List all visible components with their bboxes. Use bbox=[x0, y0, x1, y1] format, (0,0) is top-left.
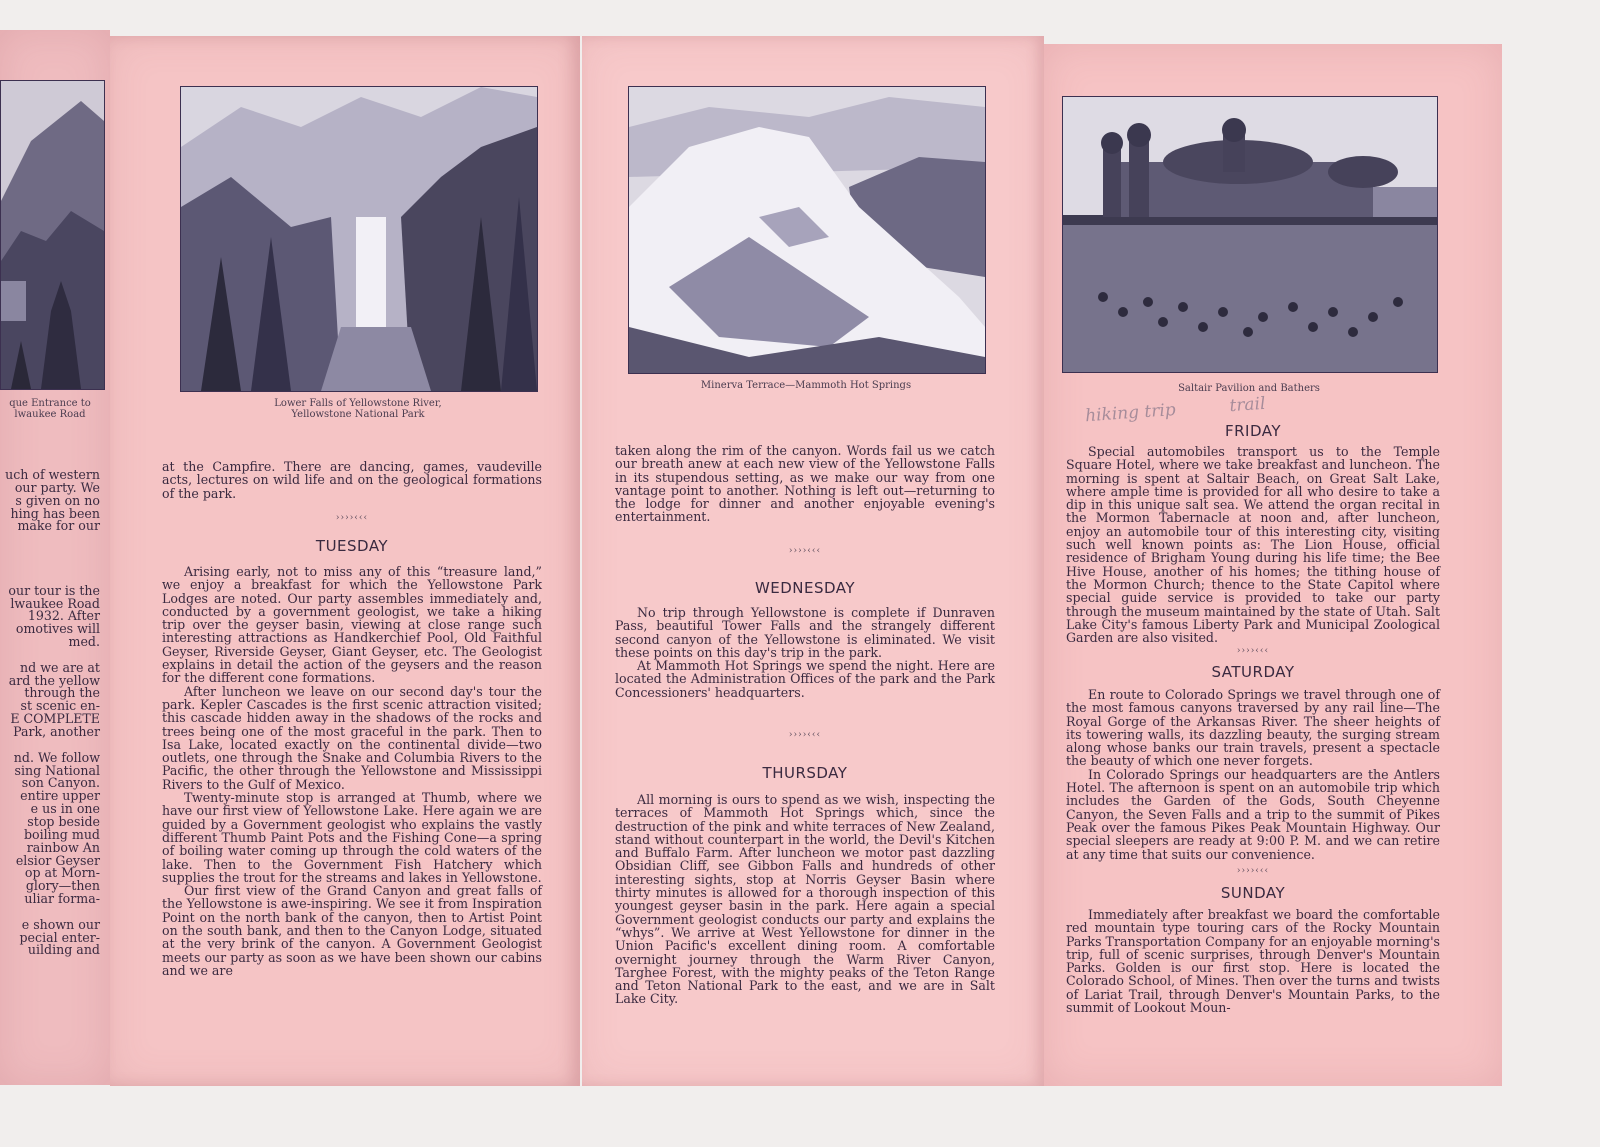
section-heading-thursday: THURSDAY bbox=[762, 764, 848, 782]
tuesday-text bbox=[162, 565, 542, 977]
partial-text-line: e us in one bbox=[30, 801, 100, 817]
photo-caption-left: que Entrance to lwaukee Road bbox=[9, 398, 91, 420]
section-heading-wednesday: WEDNESDAY bbox=[754, 579, 856, 597]
partial-text-line: lwaukee Road bbox=[10, 595, 100, 611]
partial-text-line: elsior Geyser bbox=[15, 852, 100, 868]
paragraph: Arising early, not to miss any of this “treasure land,” we enjoy a breakfast for which the Yellowstone Park Lodges are noted. Our party assembles immediately and, conducted by a government geologist, we take a hiking trip over the geyser basin, viewing at close range such interesting attractions as Handkerchief Pool, Old Faithful Geyser, Riverside Geyser, Giant Geyser, etc. The Geologist explains in detail the action of the geysers and the reason for the different cone formations. bbox=[162, 564, 542, 686]
saturday-text bbox=[1066, 688, 1440, 861]
paragraph: Immediately after breakfast we board the comfortable red mountain type touring cars of the Rocky Mountain Parks Transportation Company for an enjoyable morning's trip, full of scenic surprises, through Denver's Mountain Parks. Golden is our first stop. Here is located the Colorado School, of Mines. Then over the turns and twists of Lariat Trail, through Denver's Mountain Parks, to the summit of Lookout Moun- bbox=[1066, 907, 1440, 1016]
partial-text-line: med. bbox=[68, 634, 100, 650]
saltair-pavilion-photo bbox=[1062, 96, 1438, 373]
partial-text-line: hing has been bbox=[10, 505, 100, 521]
sunday-text bbox=[1066, 908, 1440, 1014]
partial-text-line: s given on no bbox=[15, 492, 100, 508]
photo-caption: Minerva Terrace—Mammoth Hot Springs bbox=[700, 380, 912, 391]
partial-text-line: entire upper bbox=[20, 788, 100, 804]
photo-caption: Lower Falls of Yellowstone River, Yellowstone National Park bbox=[274, 398, 442, 420]
paragraph: All morning is ours to spend as we wish, inspecting the terraces of Mammoth Hot Springs which, since the destruction of the pink and white terraces of New Zealand, stand without counterpart in the world, the Devil's Kitchen and Buffalo Farm. After luncheon we motor past dazzling Obsidian Cliff, see Gibbon Falls and hundreds of other interesting sights, stop at Norris Geyser Basin where thirty minutes is allowed for a thorough inspection of this youngest geyser basin in the park. Here again a special Government geologist conducts our party and explains the “whys”. We arrive at West Yellowstone for dinner in the Union Pacific's excellent dining room. A comfortable overnight journey through the Warm River Canyon, Targhee Forest, with the mighty peaks of the Teton Range and Teton National Park to the east, and we are in Salt Lake City. bbox=[615, 792, 995, 1007]
partial-text-line: uliar forma- bbox=[24, 891, 100, 907]
paragraph: Twenty-minute stop is arranged at Thumb, where we have our first view of Yellowstone Lake. Here again we are guided by a Government geologist who explains the vastly different Thumb Paint Pots and the Fishing Cone—a spring of boiling water coming up through the cold waters of the lake. Then to the Government Fish Hatchery which supplies the trout for the streams and lakes in Yellowstone. bbox=[162, 790, 542, 885]
partial-text-line: pecial enter- bbox=[19, 929, 100, 945]
partial-text-line: Park, another bbox=[13, 724, 100, 739]
partial-text-line: through the bbox=[24, 685, 100, 701]
paragraph: at the Campfire. There are dancing, games, vaudeville acts, lectures on wild life and on the geological formations of the park. bbox=[162, 459, 542, 501]
partial-text-line: nd we are at bbox=[20, 659, 100, 675]
partial-text-line: ard the yellow bbox=[8, 672, 100, 688]
ornament: ››››‹‹‹ bbox=[788, 546, 822, 556]
photo-caption: Saltair Pavilion and Bathers bbox=[1178, 383, 1320, 394]
paragraph: At Mammoth Hot Springs we spend the night. Here are located the Administration Offices of the park and the Park Concessioners' headquarters. bbox=[615, 658, 995, 700]
partial-text-line: nd. We follow bbox=[13, 749, 100, 765]
lower-falls-photo bbox=[180, 86, 538, 392]
ornament: ››››‹‹‹ bbox=[335, 513, 369, 523]
paragraph: No trip through Yellowstone is complete if Dunraven Pass, beautiful Tower Falls and the strangely different second canyon of the Yellowstone is eliminated. We visit these points on this day's trip in the park. bbox=[615, 605, 995, 660]
friday-text bbox=[1066, 445, 1440, 644]
thursday-text bbox=[615, 793, 995, 1006]
handwritten-note: hiking trip trail bbox=[1084, 393, 1267, 427]
partial-text-line: uch of western bbox=[5, 467, 100, 482]
partial-text-line: st scenic en- bbox=[20, 698, 100, 714]
section-heading-friday: FRIDAY bbox=[1224, 422, 1282, 440]
partial-text-line: op at Morn- bbox=[24, 865, 100, 881]
partial-text-line: omotives will bbox=[15, 621, 100, 637]
wednesday-text bbox=[615, 606, 995, 699]
minerva-terrace-photo bbox=[628, 86, 986, 374]
partial-text-line: boiling mud bbox=[23, 826, 100, 842]
partial-text-line: 1932. After bbox=[27, 608, 100, 624]
partial-text-line: E COMPLETE bbox=[10, 711, 100, 727]
ornament: ››››‹‹‹ bbox=[788, 730, 822, 740]
section-heading-tuesday: TUESDAY bbox=[315, 537, 389, 555]
partial-text-line: our party. We bbox=[14, 479, 100, 495]
ornament: ››››‹‹‹ bbox=[1236, 646, 1270, 656]
paragraph: Our first view of the Grand Canyon and great falls of the Yellowstone is awe-inspiring. We see it from Inspiration Point on the north bank of the canyon, then to Artist Point on the south bank, and then to the Canyon Lodge, situated at the very brink of the canyon. A Government Geologist meets our party as soon as we have been shown our cabins and we are bbox=[162, 883, 542, 978]
ornament: ››››‹‹‹ bbox=[1236, 866, 1270, 876]
partial-text-line: our tour is the bbox=[8, 582, 100, 598]
paragraph: After luncheon we leave on our second day's tour the park. Kepler Cascades is the first scenic attraction visited; this cascade hidden away in the shadows of the rocks and trees being one of the most graceful in the park. Then to Isa Lake, located exactly on the continental divide—two outlets, one through the Snake and Columbia Rivers to the Pacific, the other through the Yellowstone and Mississippi Rivers to the Gulf of Mexico. bbox=[162, 683, 542, 792]
section-heading-saturday: SATURDAY bbox=[1211, 663, 1295, 681]
partial-text-line: stop beside bbox=[27, 813, 100, 829]
partial-text-line: son Canyon. bbox=[21, 775, 100, 791]
partial-text-line: make for our bbox=[17, 518, 100, 534]
paragraph: En route to Colorado Springs we travel through one of the most famous canyons traversed by any rail line—The Royal Gorge of the Arkansas River. The sheer heights of its towering walls, its dazzling beauty, the surging stream along whose banks our train travels, present a spectacle the beauty of which one never forgets. bbox=[1066, 687, 1440, 769]
paragraph: Special automobiles transport us to the Temple Square Hotel, where we take breakfast and luncheon. The morning is spent at Saltair Beach, on Great Salt Lake, where ample time is provided for all who desire to take a dip in this unique salt sea. We attend the organ recital in the Mormon Tabernacle at noon and, after luncheon, enjoy an automobile tour of this interesting city, visiting such well known points as: The Lion House, official residence of Brigham Young during his life time; the Bee Hive House, another of his homes; the tithing house of the Mormon Church; thence to the State Capitol where special guide service is provided to take our party through the museum maintained by the state of Utah. Salt Lake City's famous Liberty Park and Municipal Zoological Garden are also visited. bbox=[1066, 444, 1440, 646]
partial-text-line: glory—then bbox=[25, 878, 100, 894]
partial-text-line: e shown our bbox=[21, 916, 100, 932]
partial-text-line: rainbow An bbox=[26, 839, 100, 855]
mountain-photo-left bbox=[0, 80, 105, 390]
partial-text-line: uilding and bbox=[27, 942, 100, 958]
partial-text-line: sing National bbox=[14, 762, 100, 778]
paragraph: In Colorado Springs our headquarters are the Antlers Hotel. The afternoon is spent on an automobile trip which includes the Garden of the Gods, South Cheyenne Canyon, the Seven Falls and a trip to the summit of Pikes Peak over the famous Pikes Peak Mountain Highway. Our special sleepers are ready at 9:00 P. M. and we can retire at any time that suits our convenience. bbox=[1066, 766, 1440, 862]
section-heading-sunday: SUNDAY bbox=[1220, 884, 1286, 902]
paragraph: taken along the rim of the canyon. Words fail us we catch our breath anew at each new view of the Yellowstone Falls in its stupendous setting, as we make our way from one vantage point to another. Nothing is left out—returning to the lodge for dinner and another enjoyable evening's entertainment. bbox=[615, 443, 995, 525]
